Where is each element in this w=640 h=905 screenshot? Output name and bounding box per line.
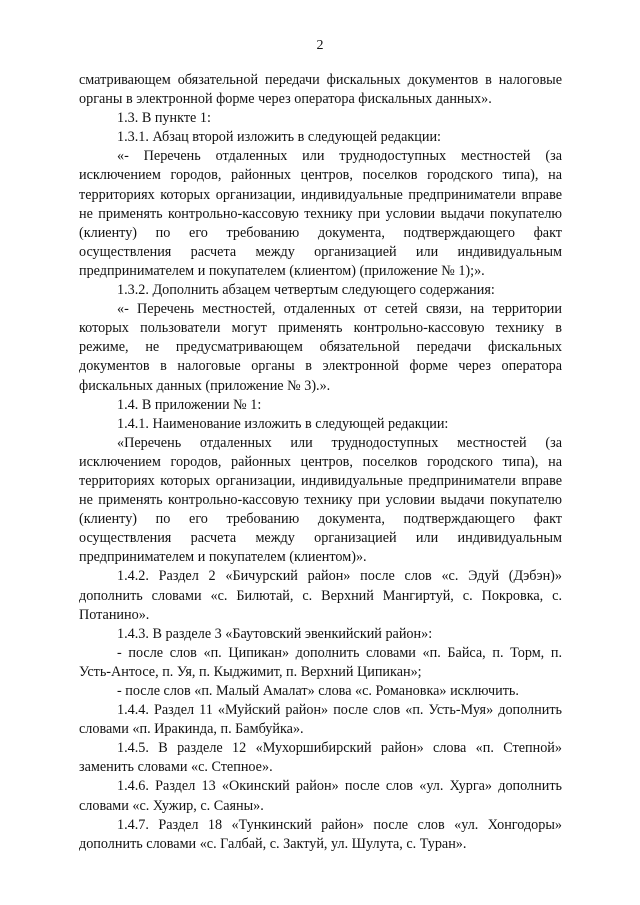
paragraph: 1.3.1. Абзац второй изложить в следующей редакции: [117, 129, 441, 146]
page-number: 2 [316, 38, 324, 53]
paragraph: сматривающем обязательной передачи фискальных документов в налоговые органы в электронной форме через оператора фискальных данных». [79, 72, 562, 108]
paragraph: 1.4.7. Раздел 18 «Тункинский район» после слов «ул. Хонгодоры» дополнить словами «с. Галбай, с. Зактуй, ул. Шулута, с. Туран». [79, 816, 562, 852]
paragraph: 1.3.2. Дополнить абзацем четвертым следующего содержания: [117, 282, 495, 299]
paragraph: 1.4. В приложении № 1: [117, 396, 262, 413]
paragraph: «- Перечень местностей, отдаленных от сетей связи, на территории которых пользователи могут применять контрольно-кассовую технику в режиме, не предусматривающем обязательной передачи фискальных документов в налоговые органы в электронной форме через оператора фискальных данных (приложение № 3).». [79, 301, 562, 394]
paragraph: - после слов «п. Малый Амалат» слова «с. Романовка» исключить. [117, 683, 519, 699]
paragraph: 1.4.6. Раздел 13 «Окинский район» после слов «ул. Хурга» дополнить словами «с. Хужир, с. Саяны». [79, 778, 562, 814]
paragraph: 1.4.1. Наименование изложить в следующей редакции: [117, 415, 449, 432]
paragraph: «Перечень отдаленных или труднодоступных местностей (за исключением городов, районных центров, поселков городского типа), на территориях которых организации, индивидуальные предприниматели вправе не применять контрольно-кассовую технику при условии выдачи покупателю (клиенту) по его требованию документа, подтверждающего факт осуществления расчета между организацией или индивидуальным предпринимателем и покупателем (клиентом)». [79, 434, 562, 566]
paragraph: 1.4.2. Раздел 2 «Бичурский район» после слов «с. Эдуй (Дэбэн)» дополнить словами «с. Билютай, с. Верхний Мангиртуй, с. Покровка, с. Потанино». [79, 568, 562, 623]
paragraph: 1.3. В пункте 1: [117, 110, 211, 127]
paragraph: 1.4.4. Раздел 11 «Муйский район» после слов «п. Усть-Муя» дополнить словами «п. Иракинда, п. Бамбуйка». [79, 702, 562, 738]
document-body [79, 71, 562, 854]
paragraph: «- Перечень отдаленных или труднодоступных местностей (за исключением городов, районных центров, поселков городского типа), на территориях которых организации, индивидуальные предприниматели вправе не применять контрольно-кассовую технику при условии выдачи покупателю (клиенту) по его требованию документа, подтверждающего факт осуществления расчета между организацией или индивидуальным предпринимателем и покупателем (клиентом) (приложение № 1);». [79, 148, 562, 279]
paragraph: - после слов «п. Ципикан» дополнить словами «п. Байса, п. Торм, п. Усть-Антосе, п. Уя, п. Кыджимит, п. Верхний Ципикан»; [79, 644, 562, 680]
paragraph: 1.4.5. В разделе 12 «Мухоршибирский район» слова «п. Степной» заменить словами «с. Степное». [79, 740, 562, 776]
paragraph: 1.4.3. В разделе 3 «Баутовский эвенкийский район»: [117, 625, 433, 642]
